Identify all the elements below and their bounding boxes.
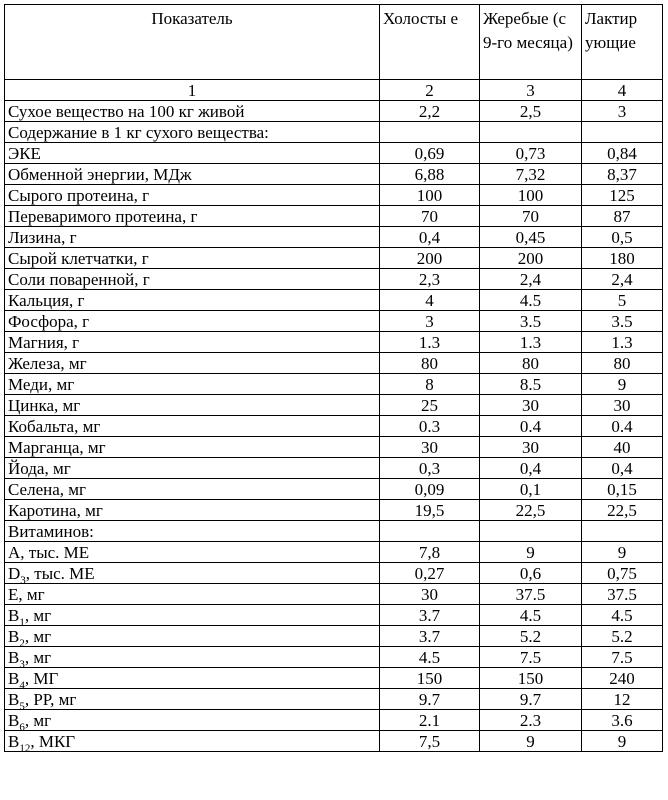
row-value: 6,88 — [380, 164, 480, 185]
row-value: 80 — [582, 353, 663, 374]
row-value: 0,45 — [480, 227, 582, 248]
row-value: 100 — [480, 185, 582, 206]
row-value: 4.5 — [380, 647, 480, 668]
table-row — [5, 332, 663, 353]
row-value: 37.5 — [582, 584, 663, 605]
row-value: 5 — [582, 290, 663, 311]
row-value: 9 — [582, 374, 663, 395]
row-value: 1.3 — [582, 332, 663, 353]
row-value: 200 — [380, 248, 480, 269]
row-value: 40 — [582, 437, 663, 458]
column-number: 1 — [5, 80, 380, 101]
row-value: 0.3 — [380, 416, 480, 437]
row-value: 30 — [582, 395, 663, 416]
table-row — [5, 227, 663, 248]
row-value: 0,1 — [480, 479, 582, 500]
row-value: 8 — [380, 374, 480, 395]
row-value — [582, 122, 663, 143]
row-value: 150 — [480, 668, 582, 689]
row-value: 200 — [480, 248, 582, 269]
table-row — [5, 164, 663, 185]
row-label: Соли поваренной, г — [5, 269, 380, 290]
row-value: 0,4 — [480, 458, 582, 479]
row-value: 150 — [380, 668, 480, 689]
row-label: Меди, мг — [5, 374, 380, 395]
row-value: 0,5 — [582, 227, 663, 248]
row-value: 9 — [480, 542, 582, 563]
table-row — [5, 521, 663, 542]
row-label: Фосфора, г — [5, 311, 380, 332]
row-value: 9.7 — [480, 689, 582, 710]
table-row — [5, 269, 663, 290]
row-label: Магния, г — [5, 332, 380, 353]
row-label: Кальция, г — [5, 290, 380, 311]
table-row — [5, 185, 663, 206]
table-row — [5, 437, 663, 458]
row-value: 180 — [582, 248, 663, 269]
table-row — [5, 374, 663, 395]
row-label: $В_1$, мг — [5, 605, 380, 626]
row-value: 3.5 — [480, 311, 582, 332]
row-value: 9 — [582, 731, 663, 752]
column-number-row — [5, 80, 663, 101]
row-value: 3 — [582, 101, 663, 122]
row-value: 0,4 — [582, 458, 663, 479]
row-value: 0,4 — [380, 227, 480, 248]
table-row — [5, 416, 663, 437]
row-value: 2,4 — [480, 269, 582, 290]
table-row — [5, 458, 663, 479]
row-label: Железа, мг — [5, 353, 380, 374]
row-value: 9.7 — [380, 689, 480, 710]
row-value: 3.5 — [582, 311, 663, 332]
row-value: 4 — [380, 290, 480, 311]
table-row — [5, 563, 663, 584]
row-value: 2.3 — [480, 710, 582, 731]
row-value — [380, 521, 480, 542]
row-label: $В_3$, мг — [5, 647, 380, 668]
row-label: Е, мг — [5, 584, 380, 605]
row-value: 2,4 — [582, 269, 663, 290]
row-label: Кобальта, мг — [5, 416, 380, 437]
table-row — [5, 122, 663, 143]
row-value: 5.2 — [582, 626, 663, 647]
row-value: 30 — [480, 437, 582, 458]
row-value: 0,84 — [582, 143, 663, 164]
row-value: 0.4 — [480, 416, 582, 437]
row-label: $В_2$, мг — [5, 626, 380, 647]
row-value: 0,69 — [380, 143, 480, 164]
table-row — [5, 710, 663, 731]
table-row — [5, 311, 663, 332]
table-row — [5, 500, 663, 521]
row-label: $В_4$, МГ — [5, 668, 380, 689]
header-indicator: Показатель — [5, 5, 380, 80]
table-row — [5, 395, 663, 416]
row-value: 30 — [380, 584, 480, 605]
row-value: 0,3 — [380, 458, 480, 479]
row-value: 0,75 — [582, 563, 663, 584]
row-label: Лизина, г — [5, 227, 380, 248]
table-row — [5, 206, 663, 227]
row-label: Обменной энергии, МДж — [5, 164, 380, 185]
table-row — [5, 101, 663, 122]
row-value: 70 — [380, 206, 480, 227]
row-value: 2,5 — [480, 101, 582, 122]
row-value: 8.5 — [480, 374, 582, 395]
row-value: 3.7 — [380, 605, 480, 626]
row-value: 22,5 — [480, 500, 582, 521]
table-row — [5, 584, 663, 605]
row-value: 1.3 — [480, 332, 582, 353]
row-value: 4.5 — [480, 605, 582, 626]
row-label: Сырой клетчатки, г — [5, 248, 380, 269]
table-row — [5, 290, 663, 311]
row-value — [480, 521, 582, 542]
row-value: 2.1 — [380, 710, 480, 731]
row-value: 3 — [380, 311, 480, 332]
row-label: Витаминов: — [5, 521, 380, 542]
row-value: 80 — [380, 353, 480, 374]
row-label: $В_5$, РР, мг — [5, 689, 380, 710]
table-row — [5, 143, 663, 164]
header-lactating: Лактир ующие — [582, 5, 663, 80]
row-label: Переваримого протеина, г — [5, 206, 380, 227]
row-value — [480, 122, 582, 143]
row-label: Каротина, мг — [5, 500, 380, 521]
row-value: 0,15 — [582, 479, 663, 500]
table-row — [5, 626, 663, 647]
table-row — [5, 479, 663, 500]
row-label: ЭКЕ — [5, 143, 380, 164]
row-label: А, тыс. МЕ — [5, 542, 380, 563]
row-value: 1.3 — [380, 332, 480, 353]
row-label: Сырого протеина, г — [5, 185, 380, 206]
row-label: Сухое вещество на 100 кг живой — [5, 101, 380, 122]
row-value: 22,5 — [582, 500, 663, 521]
row-label: Содержание в 1 кг сухого вещества: — [5, 122, 380, 143]
row-value: 9 — [582, 542, 663, 563]
table-row — [5, 605, 663, 626]
row-value: 30 — [480, 395, 582, 416]
row-value: 100 — [380, 185, 480, 206]
row-value: 5.2 — [480, 626, 582, 647]
table-row — [5, 689, 663, 710]
table-row — [5, 353, 663, 374]
row-value: 0,6 — [480, 563, 582, 584]
row-label: $В_{12}$, МКГ — [5, 731, 380, 752]
row-value: 3.7 — [380, 626, 480, 647]
header-idle: Холосты е — [380, 5, 480, 80]
row-value: 125 — [582, 185, 663, 206]
row-label: Марганца, мг — [5, 437, 380, 458]
row-value: 7.5 — [480, 647, 582, 668]
row-label: $D_3$, тыс. МЕ — [5, 563, 380, 584]
row-value: 30 — [380, 437, 480, 458]
row-value: 0.4 — [582, 416, 663, 437]
row-value: 3.6 — [582, 710, 663, 731]
table-row — [5, 647, 663, 668]
table-row — [5, 542, 663, 563]
row-value: 0,27 — [380, 563, 480, 584]
row-value — [380, 122, 480, 143]
row-value: 4.5 — [480, 290, 582, 311]
row-value: 4.5 — [582, 605, 663, 626]
row-value: 2,2 — [380, 101, 480, 122]
row-value — [582, 521, 663, 542]
row-label: Селена, мг — [5, 479, 380, 500]
nutrition-norms-table — [4, 4, 663, 752]
row-value: 7,32 — [480, 164, 582, 185]
row-value: 7.5 — [582, 647, 663, 668]
row-value: 7,5 — [380, 731, 480, 752]
header-row — [5, 5, 663, 80]
row-value: 80 — [480, 353, 582, 374]
row-value: 19,5 — [380, 500, 480, 521]
row-label: Йода, мг — [5, 458, 380, 479]
table-row — [5, 731, 663, 752]
row-value: 240 — [582, 668, 663, 689]
row-label: Цинка, мг — [5, 395, 380, 416]
row-value: 12 — [582, 689, 663, 710]
row-label: $В_6$, мг — [5, 710, 380, 731]
column-number: 4 — [582, 80, 663, 101]
row-value: 9 — [480, 731, 582, 752]
row-value: 2,3 — [380, 269, 480, 290]
row-value: 87 — [582, 206, 663, 227]
row-value: 0,09 — [380, 479, 480, 500]
row-value: 7,8 — [380, 542, 480, 563]
row-value: 0,73 — [480, 143, 582, 164]
header-pregnant: Жеребые (с 9-го месяца) — [480, 5, 582, 80]
column-number: 2 — [380, 80, 480, 101]
column-number: 3 — [480, 80, 582, 101]
row-value: 8,37 — [582, 164, 663, 185]
row-value: 37.5 — [480, 584, 582, 605]
row-value: 70 — [480, 206, 582, 227]
table-row — [5, 248, 663, 269]
table-row — [5, 668, 663, 689]
row-value: 25 — [380, 395, 480, 416]
